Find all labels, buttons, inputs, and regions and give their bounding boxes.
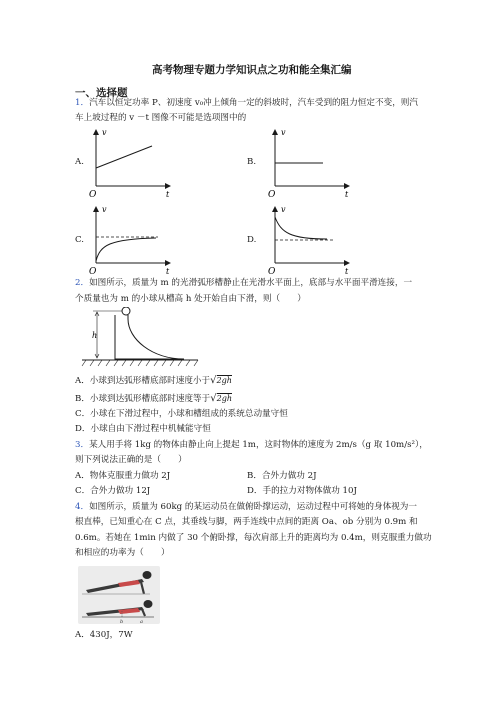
q1-line1 xyxy=(75,96,418,111)
graph-c-v-label: v xyxy=(102,205,107,214)
q3-line2: 则下列说法正确的是（ ） xyxy=(75,455,187,465)
graph-c-t-label: t xyxy=(166,267,170,275)
q1-option-d-label: D. xyxy=(247,235,257,245)
graph-d-v-label: v xyxy=(281,205,286,214)
q3-option-b: B．合外力做功 2J xyxy=(247,471,317,481)
q4-line1 xyxy=(75,500,417,515)
graph-a xyxy=(86,126,178,198)
graph-a-t-label: t xyxy=(166,190,170,198)
q2-option-c: C．小球在下滑过程中，小球和槽组成的系统总动量守恒 xyxy=(75,409,288,419)
pushup-illustration xyxy=(78,566,160,624)
q1-option-b-label: B. xyxy=(247,157,257,167)
q3-text1: 某人用手将 1kg 的物体由静止向上提起 1m，这时物体的速度为 2m/s（g 取 10m/s²）， xyxy=(89,440,428,450)
graph-b-origin: O xyxy=(268,190,276,198)
q1-option-c-label: C. xyxy=(75,235,85,245)
sqrt-radicand: 2gh xyxy=(216,394,232,403)
q1-text1: 汽车以恒定功率 P、初速度 v₀冲上倾角一定的斜坡时，汽车受到的阻力恒定不变，则汽 xyxy=(89,98,418,108)
q4-text1: 如图所示，质量为 60kg 的某运动员在做俯卧撑运动，运动过程中可将她的身体视为一 xyxy=(89,502,417,512)
sqrt-radicand: 2gh xyxy=(216,376,232,385)
graph-c xyxy=(86,203,178,275)
q2-line2: 个质量也为 m 的小球从槽高 h 处开始自由下滑，则（ ） xyxy=(75,294,306,304)
q2-line1 xyxy=(75,276,412,291)
pushup-photo xyxy=(78,566,160,624)
q4-line2: 根直棒，已知重心在 C 点，其垂线与脚，两手连线中点间的距离 Oa、ob 分别为 0.9m 和 xyxy=(75,517,418,527)
q2-option-a xyxy=(75,373,232,389)
ball xyxy=(122,307,130,315)
photo-label-b: b xyxy=(120,619,124,624)
graph-b xyxy=(265,126,357,198)
q4-line4: 和相应的功率为（ ） xyxy=(75,548,170,558)
q2-groove-figure xyxy=(78,307,202,369)
graph-d xyxy=(265,203,357,275)
q2-option-b-text: B．小球到达弧形槽底部时速度等于 xyxy=(75,394,211,404)
q2-option-b xyxy=(75,391,232,407)
graph-d-origin: O xyxy=(268,267,276,275)
graph-c-curve xyxy=(96,238,156,261)
graph-a-curve xyxy=(96,146,152,168)
section-heading: 一、选择题 xyxy=(75,87,128,99)
q1-number: 1． xyxy=(75,98,90,108)
graph-d-t-label: t xyxy=(345,267,349,275)
q3-line1 xyxy=(75,438,428,453)
groove-body xyxy=(115,315,184,359)
q2-number: 2． xyxy=(75,278,90,288)
graph-b-t-label: t xyxy=(345,190,349,198)
page-title: 高考物理专题力学知识点之功和能全集汇编 xyxy=(152,64,352,76)
q2-option-a-text: A．小球到达弧形槽底部时速度小于 xyxy=(75,376,211,386)
ground-hatch xyxy=(82,360,198,366)
graph-a-origin: O xyxy=(89,190,97,198)
q4-line3: 0.6m。若她在 1min 内做了 30 个俯卧撑，每次肩部上升的距离均为 0.4m，则克服重力做功 xyxy=(75,533,432,543)
q3-option-a: A．物体克服重力做功 2J xyxy=(75,471,171,481)
photo-label-a: a xyxy=(140,619,143,624)
q2-text1: 如图所示，质量为 m 的光滑弧形槽静止在光滑水平面上，底部与水平面平滑连接，一 xyxy=(89,278,413,288)
graph-c-origin: O xyxy=(89,267,97,275)
q3-option-c: C．合外力做功 12J xyxy=(75,486,151,496)
q1-line2: 车上坡过程的 v －t 图像不可能是选项图中的 xyxy=(75,113,247,123)
q3-option-d: D．手的拉力对物体做功 10J xyxy=(247,486,357,496)
q3-number: 3． xyxy=(75,440,90,450)
graph-d-curve xyxy=(275,217,327,239)
sqrt-sign: √ xyxy=(210,393,217,404)
q2-option-d: D．小球自由下滑过程中机械能守恒 xyxy=(75,424,211,434)
height-label: h xyxy=(92,331,98,340)
q1-option-a-label: A. xyxy=(75,157,84,167)
graph-a-v-label: v xyxy=(102,128,107,137)
q4-number: 4． xyxy=(75,502,90,512)
q4-option-a: A．430J，7W xyxy=(75,630,133,640)
sqrt-sign: √ xyxy=(210,375,217,386)
graph-b-v-label: v xyxy=(281,128,286,137)
